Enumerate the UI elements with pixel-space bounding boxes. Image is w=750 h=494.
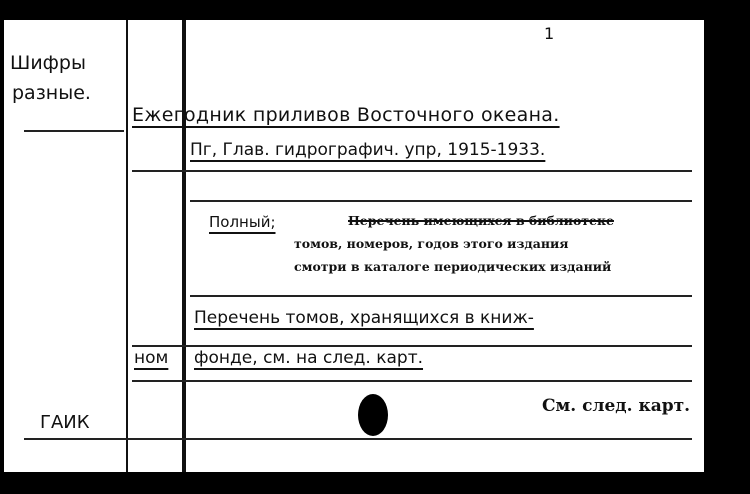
left-margin-rule-thick (182, 20, 186, 472)
ruled-line (24, 130, 124, 132)
publication-title: Ежегодник приливов Восточного океана. (132, 104, 560, 126)
card-number: 1 (544, 24, 555, 43)
ruled-line (190, 295, 692, 297)
ruled-line (132, 170, 692, 172)
catalog-card (4, 20, 704, 472)
stamp-line-2: томов, номеров, годов этого издания (294, 236, 569, 251)
library-code: ГАИК (40, 412, 90, 433)
holdings-note-line1: Перечень томов, хранящихся в книж- (194, 308, 534, 328)
continued-stamp: См. след. карт. (542, 396, 691, 416)
completeness-label: Полный; (209, 213, 276, 231)
cipher-label-line1: Шифры (10, 52, 86, 74)
left-margin-rule (126, 20, 128, 472)
holdings-note-line2: фонде, см. на след. карт. (194, 348, 424, 368)
card-punch-hole (358, 394, 388, 436)
stamp-line-3: смотри в каталоге периодических изданий (294, 259, 612, 274)
ruled-line (132, 345, 692, 347)
ruled-line (132, 380, 692, 382)
ruled-line (24, 438, 692, 440)
ruled-line (190, 200, 692, 202)
publication-imprint: Пг, Глав. гидрографич. упр, 1915-1933. (190, 140, 546, 160)
stamp-line-1: Перечень имеющихся в библиотеке (348, 213, 614, 228)
cipher-label-line2: разные. (12, 82, 91, 104)
holdings-note-line2-prefix: ном (134, 348, 169, 368)
